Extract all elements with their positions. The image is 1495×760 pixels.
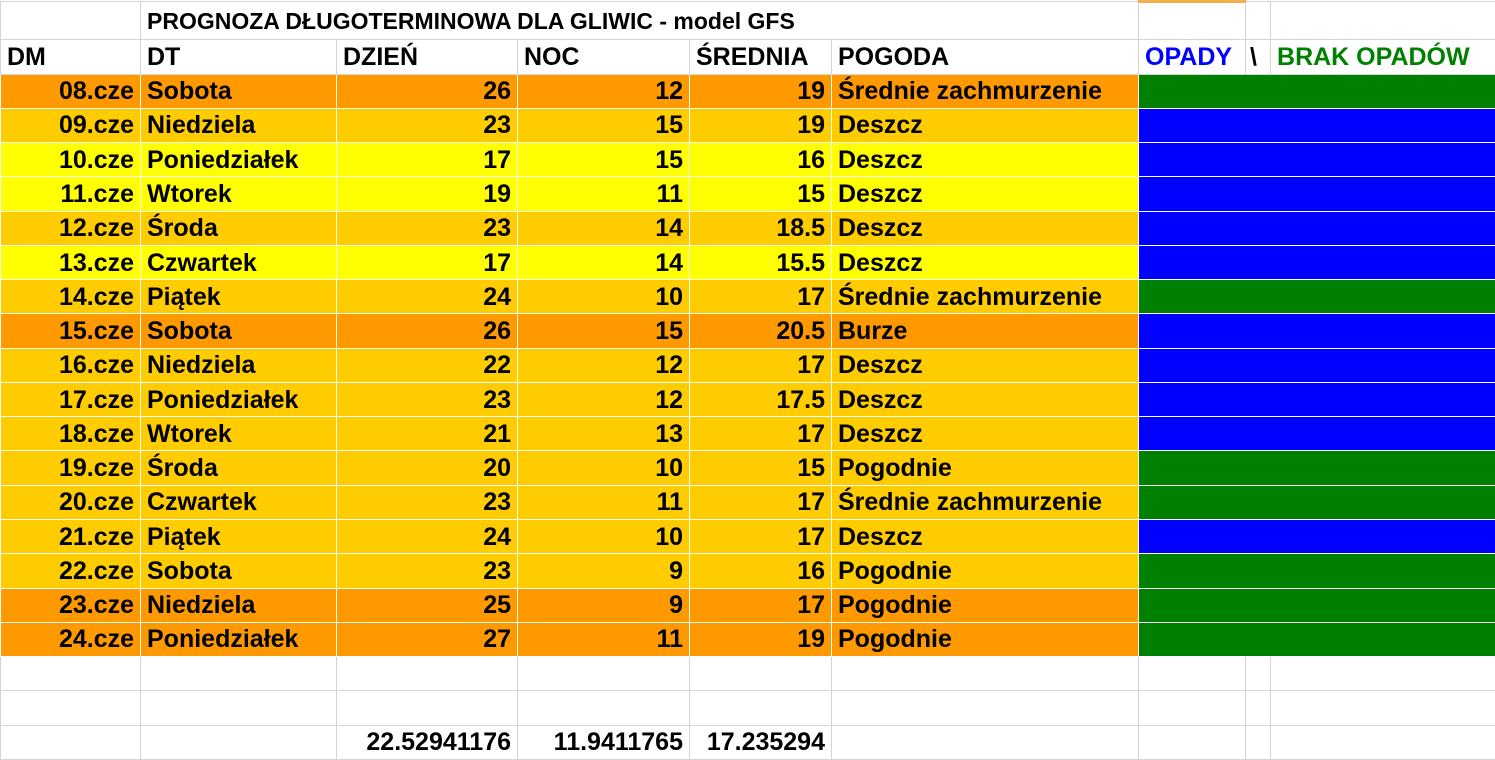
day-name-cell[interactable]: Poniedziałek xyxy=(141,382,337,416)
header-srednia[interactable]: ŚREDNIA xyxy=(690,40,832,74)
cell[interactable] xyxy=(1246,657,1271,691)
day-name-cell[interactable]: Piątek xyxy=(141,280,337,314)
forecast-row xyxy=(1,451,1495,485)
cell[interactable] xyxy=(690,691,832,725)
day-name-cell[interactable]: Piątek xyxy=(141,520,337,554)
cell[interactable] xyxy=(1139,691,1246,725)
cell[interactable] xyxy=(1271,2,1495,40)
night-temp-cell[interactable]: 13 xyxy=(518,417,690,451)
weather-cell[interactable]: Średnie zachmurzenie xyxy=(832,280,1139,314)
night-temp-cell[interactable]: 10 xyxy=(518,280,690,314)
date-cell[interactable]: 11.cze xyxy=(1,177,141,211)
header-dm[interactable]: DM xyxy=(1,40,141,74)
day-name-cell[interactable]: Sobota xyxy=(141,314,337,348)
day-name-cell[interactable]: Czwartek xyxy=(141,245,337,279)
weather-cell[interactable]: Deszcz xyxy=(832,382,1139,416)
weather-cell[interactable]: Deszcz xyxy=(832,177,1139,211)
precip-indicator-cell[interactable] xyxy=(1139,177,1495,211)
precip-indicator-cell[interactable] xyxy=(1139,348,1495,382)
day-name-cell[interactable]: Środa xyxy=(141,451,337,485)
cell[interactable] xyxy=(141,691,337,725)
night-temp-cell[interactable]: 12 xyxy=(518,74,690,108)
precip-indicator-cell[interactable] xyxy=(1139,588,1495,622)
date-cell[interactable]: 10.cze xyxy=(1,143,141,177)
avg-temp-cell[interactable]: 19 xyxy=(690,108,832,142)
cell[interactable] xyxy=(518,691,690,725)
precip-indicator-cell[interactable] xyxy=(1139,280,1495,314)
date-cell[interactable]: 13.cze xyxy=(1,245,141,279)
day-temp-cell[interactable]: 20 xyxy=(337,451,518,485)
avg-temp-cell[interactable]: 17 xyxy=(690,520,832,554)
night-temp-cell[interactable]: 11 xyxy=(518,485,690,519)
avg-temp-cell[interactable]: 17 xyxy=(690,348,832,382)
day-name-cell[interactable]: Środa xyxy=(141,211,337,245)
forecast-row xyxy=(1,348,1495,382)
weather-cell[interactable]: Burze xyxy=(832,314,1139,348)
weather-cell[interactable]: Deszcz xyxy=(832,417,1139,451)
weather-cell[interactable]: Pogodnie xyxy=(832,451,1139,485)
avg-temp-cell[interactable]: 17 xyxy=(690,417,832,451)
forecast-row xyxy=(1,588,1495,622)
day-name-cell[interactable]: Wtorek xyxy=(141,177,337,211)
forecast-row xyxy=(1,314,1495,348)
precip-indicator-cell[interactable] xyxy=(1139,520,1495,554)
night-temp-cell[interactable]: 11 xyxy=(518,622,690,656)
cell[interactable] xyxy=(1139,725,1246,759)
legend-separator[interactable]: \ xyxy=(1246,40,1271,74)
cell[interactable] xyxy=(1,725,141,759)
avg-temp-cell[interactable]: 18.5 xyxy=(690,211,832,245)
forecast-row xyxy=(1,143,1495,177)
day-name-cell[interactable]: Poniedziałek xyxy=(141,622,337,656)
cell[interactable] xyxy=(1,2,141,40)
date-cell[interactable]: 19.cze xyxy=(1,451,141,485)
forecast-row xyxy=(1,74,1495,108)
weather-cell[interactable]: Pogodnie xyxy=(832,554,1139,588)
night-temp-cell[interactable]: 11 xyxy=(518,177,690,211)
cell[interactable] xyxy=(1,657,141,691)
cell[interactable] xyxy=(1246,691,1271,725)
day-temp-cell[interactable]: 26 xyxy=(337,314,518,348)
cell[interactable] xyxy=(518,657,690,691)
avg-temp-cell[interactable]: 15.5 xyxy=(690,245,832,279)
cell[interactable] xyxy=(337,657,518,691)
sheet-title[interactable]: PROGNOZA DŁUGOTERMINOWA DLA GLIWIC - model GFS xyxy=(141,2,1139,40)
cell[interactable] xyxy=(1,691,141,725)
avg-temp-cell[interactable]: 20.5 xyxy=(690,314,832,348)
day-temp-cell[interactable]: 26 xyxy=(337,74,518,108)
date-cell[interactable]: 16.cze xyxy=(1,348,141,382)
weather-cell[interactable]: Deszcz xyxy=(832,348,1139,382)
day-temp-cell[interactable]: 23 xyxy=(337,554,518,588)
weather-cell[interactable]: Deszcz xyxy=(832,108,1139,142)
empty-row xyxy=(1,657,1495,691)
night-temp-cell[interactable]: 15 xyxy=(518,143,690,177)
day-temp-cell[interactable]: 17 xyxy=(337,245,518,279)
day-temp-cell[interactable]: 23 xyxy=(337,108,518,142)
weather-cell[interactable]: Deszcz xyxy=(832,245,1139,279)
cell[interactable] xyxy=(1246,725,1271,759)
day-name-cell[interactable]: Poniedziałek xyxy=(141,143,337,177)
day-temp-cell[interactable]: 25 xyxy=(337,588,518,622)
cell[interactable] xyxy=(832,725,1139,759)
weather-cell[interactable]: Pogodnie xyxy=(832,622,1139,656)
night-temp-cell[interactable]: 9 xyxy=(518,588,690,622)
day-temp-cell[interactable]: 23 xyxy=(337,485,518,519)
date-cell[interactable]: 22.cze xyxy=(1,554,141,588)
legend-opady[interactable]: OPADY xyxy=(1139,40,1246,74)
precip-indicator-cell[interactable] xyxy=(1139,74,1495,108)
weather-cell[interactable]: Deszcz xyxy=(832,211,1139,245)
date-cell[interactable]: 23.cze xyxy=(1,588,141,622)
precip-indicator-cell[interactable] xyxy=(1139,485,1495,519)
weather-cell[interactable]: Średnie zachmurzenie xyxy=(832,74,1139,108)
header-dt[interactable]: DT xyxy=(141,40,337,74)
forecast-row xyxy=(1,417,1495,451)
precip-indicator-cell[interactable] xyxy=(1139,314,1495,348)
date-cell[interactable]: 20.cze xyxy=(1,485,141,519)
avg-temp-cell[interactable]: 19 xyxy=(690,622,832,656)
date-cell[interactable]: 21.cze xyxy=(1,520,141,554)
forecast-row xyxy=(1,382,1495,416)
header-pogoda[interactable]: POGODA xyxy=(832,40,1139,74)
cell[interactable] xyxy=(832,691,1139,725)
day-temp-cell[interactable]: 23 xyxy=(337,382,518,416)
forecast-row xyxy=(1,554,1495,588)
precip-indicator-cell[interactable] xyxy=(1139,108,1495,142)
forecast-row xyxy=(1,177,1495,211)
header-noc[interactable]: NOC xyxy=(518,40,690,74)
forecast-row xyxy=(1,280,1495,314)
avg-temp-cell[interactable]: 15 xyxy=(690,177,832,211)
avg-temp-cell[interactable]: 17 xyxy=(690,588,832,622)
cell[interactable] xyxy=(1271,725,1495,759)
day-name-cell[interactable]: Niedziela xyxy=(141,348,337,382)
cell[interactable] xyxy=(1139,657,1246,691)
date-cell[interactable]: 24.cze xyxy=(1,622,141,656)
forecast-row xyxy=(1,108,1495,142)
avg-temp-cell[interactable]: 17.5 xyxy=(690,382,832,416)
day-temp-cell[interactable]: 24 xyxy=(337,280,518,314)
cell[interactable] xyxy=(1246,2,1271,40)
date-cell[interactable]: 08.cze xyxy=(1,74,141,108)
precip-indicator-cell[interactable] xyxy=(1139,143,1495,177)
legend-brak-opadow[interactable]: BRAK OPADÓW xyxy=(1271,40,1495,74)
day-name-cell[interactable]: Czwartek xyxy=(141,485,337,519)
day-temp-cell[interactable]: 27 xyxy=(337,622,518,656)
night-temp-cell[interactable]: 12 xyxy=(518,382,690,416)
avg-temp-cell[interactable]: 19 xyxy=(690,74,832,108)
forecast-row xyxy=(1,485,1495,519)
averages-row xyxy=(1,725,1495,759)
title-row xyxy=(1,2,1495,40)
forecast-row xyxy=(1,245,1495,279)
precip-indicator-cell[interactable] xyxy=(1139,622,1495,656)
header-dzien[interactable]: DZIEŃ xyxy=(337,40,518,74)
day-name-cell[interactable]: Sobota xyxy=(141,74,337,108)
avg-temp-cell[interactable]: 17 xyxy=(690,485,832,519)
cell[interactable] xyxy=(141,725,337,759)
weather-cell[interactable]: Deszcz xyxy=(832,520,1139,554)
day-name-cell[interactable]: Wtorek xyxy=(141,417,337,451)
night-temp-cell[interactable]: 9 xyxy=(518,554,690,588)
forecast-row xyxy=(1,520,1495,554)
cell[interactable] xyxy=(832,657,1139,691)
day-temp-cell[interactable]: 22 xyxy=(337,348,518,382)
night-temp-cell[interactable]: 14 xyxy=(518,211,690,245)
day-name-cell[interactable]: Niedziela xyxy=(141,588,337,622)
date-cell[interactable]: 12.cze xyxy=(1,211,141,245)
precip-indicator-cell[interactable] xyxy=(1139,417,1495,451)
date-cell[interactable]: 17.cze xyxy=(1,382,141,416)
precip-indicator-cell[interactable] xyxy=(1139,451,1495,485)
day-temp-cell[interactable]: 23 xyxy=(337,211,518,245)
day-name-cell[interactable]: Sobota xyxy=(141,554,337,588)
forecast-row xyxy=(1,211,1495,245)
empty-row xyxy=(1,691,1495,725)
weather-cell[interactable]: Pogodnie xyxy=(832,588,1139,622)
forecast-row xyxy=(1,622,1495,656)
avg-night-temp[interactable]: 11.9411765 xyxy=(518,725,690,759)
night-temp-cell[interactable]: 10 xyxy=(518,520,690,554)
avg-mean-temp[interactable]: 17.235294 xyxy=(690,725,832,759)
precip-indicator-cell[interactable] xyxy=(1139,245,1495,279)
cell[interactable] xyxy=(1271,691,1495,725)
night-temp-cell[interactable]: 15 xyxy=(518,108,690,142)
avg-temp-cell[interactable]: 16 xyxy=(690,143,832,177)
cell[interactable] xyxy=(337,691,518,725)
cell[interactable] xyxy=(1139,2,1246,40)
day-name-cell[interactable]: Niedziela xyxy=(141,108,337,142)
avg-temp-cell[interactable]: 16 xyxy=(690,554,832,588)
weather-cell[interactable]: Średnie zachmurzenie xyxy=(832,485,1139,519)
cell[interactable] xyxy=(141,657,337,691)
precip-indicator-cell[interactable] xyxy=(1139,382,1495,416)
night-temp-cell[interactable]: 10 xyxy=(518,451,690,485)
avg-temp-cell[interactable]: 17 xyxy=(690,280,832,314)
date-cell[interactable]: 18.cze xyxy=(1,417,141,451)
date-cell[interactable]: 09.cze xyxy=(1,108,141,142)
header-row xyxy=(1,40,1495,74)
day-temp-cell[interactable]: 24 xyxy=(337,520,518,554)
night-temp-cell[interactable]: 12 xyxy=(518,348,690,382)
spreadsheet-body xyxy=(1,2,1495,760)
avg-day-temp[interactable]: 22.52941176 xyxy=(337,725,518,759)
day-temp-cell[interactable]: 19 xyxy=(337,177,518,211)
precip-indicator-cell[interactable] xyxy=(1139,211,1495,245)
cell[interactable] xyxy=(1271,657,1495,691)
day-temp-cell[interactable]: 17 xyxy=(337,143,518,177)
date-cell[interactable]: 14.cze xyxy=(1,280,141,314)
night-temp-cell[interactable]: 15 xyxy=(518,314,690,348)
night-temp-cell[interactable]: 14 xyxy=(518,245,690,279)
precip-indicator-cell[interactable] xyxy=(1139,554,1495,588)
date-cell[interactable]: 15.cze xyxy=(1,314,141,348)
weather-cell[interactable]: Deszcz xyxy=(832,143,1139,177)
day-temp-cell[interactable]: 21 xyxy=(337,417,518,451)
cell[interactable] xyxy=(690,657,832,691)
avg-temp-cell[interactable]: 15 xyxy=(690,451,832,485)
